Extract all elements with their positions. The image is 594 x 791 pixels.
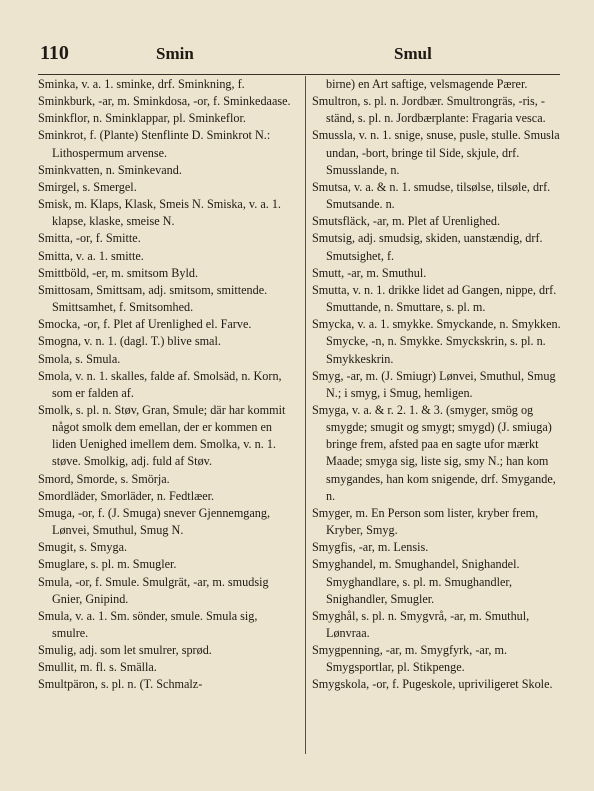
entry: Smittosam, Smittsam, adj. smitsom, smittende. Smittsamhet, f. Smitsomhed. — [38, 282, 268, 315]
entry: Smyga, v. a. & r. 2. 1. & 3. (smyger, smög og smygde; smugit og smygt; smygd) (J. smiuga) bringe frem, afsted paa en sagte ufor mærkt Maade; smyga sig, liste sig, smy N.; han kom smygandes, han kom snigende, drf. Smygande, n. — [312, 402, 556, 503]
entry: Smitta, v. a. 1. smitte. — [38, 248, 144, 263]
entry: Smirgel, s. Smergel. — [38, 179, 137, 194]
entry: Smordläder, Smorläder, n. Fedtlæer. — [38, 488, 215, 503]
page-number: 110 — [40, 42, 69, 64]
entry: Smuglare, s. pl. m. Smugler. — [38, 557, 177, 572]
entry: Smultpäron, s. pl. n. (T. Schmalz- — [38, 677, 203, 692]
entry: Smutt, -ar, m. Smuthul. — [312, 265, 427, 280]
entry: Smitta, -or, f. Smitte. — [38, 231, 141, 246]
entry: Smygpenning, -ar, m. Smygfyrk, -ar, m. Smygsportlar, pl. Stikpenge. — [312, 643, 508, 675]
entry: Smutsa, v. a. & n. 1. smudse, tilsølse, tilsøle, drf. Smutsande. n. — [312, 179, 551, 212]
entry: Smola, s. Smula. — [38, 351, 121, 366]
entry: Smolk, s. pl. n. Støv, Gran, Smule; där har kommit något smolk dem emellan, der er kommen en liden Uenighed imellem dem. Smolka, v. n. 1. støve. Smolkig, adj. fuld af Støv. — [38, 402, 286, 469]
entry: Smygfis, -ar, m. Lensis. — [312, 540, 429, 555]
right-guide-word: Smul — [394, 44, 432, 63]
entry: Smocka, -or, f. Plet af Urenlighed el. Farve. — [38, 317, 252, 332]
entry: Smord, Smorde, s. Smörja. — [38, 471, 170, 486]
entry: Smultron, s. pl. n. Jordbær. Smultrongräs, -ris, -ständ, s. pl. n. Jordbærplante: Fragaria vesca. — [312, 94, 546, 126]
entry: Smisk, m. Klaps, Klask, Smeis N. Smiska, v. a. 1. klapse, klaske, smeise N. — [38, 197, 281, 229]
entry: Smutta, v. n. 1. drikke lidet ad Gangen, nippe, drf. Smuttande, n. Smuttare, s. pl. m. — [312, 282, 557, 315]
entry: Smyghandel, m. Smughandel, Snighandel. Smyghandlare, s. pl. m. Smughandler, Snighandler, Smugler. — [312, 557, 520, 606]
entry: Sminkburk, -ar, m. Sminkdosa, -or, f. Sminkedaase. — [38, 94, 291, 109]
entry: Smugit, s. Smyga. — [38, 540, 128, 555]
entry: Sminkvatten, n. Sminkevand. — [38, 162, 182, 177]
entry: Sminka, v. a. 1. sminke, drf. Sminkning, f. — [38, 77, 245, 91]
entry: Smycka, v. a. 1. smykke. Smyckande, n. Smykken. Smycke, -n, n. Smykke. Smyckskrin, s. pl. n. Smykkeskrin. — [312, 317, 561, 366]
entry: Sminkflor, n. Sminklappar, pl. Sminkeflor. — [38, 111, 246, 126]
column-divider — [305, 76, 306, 754]
entry: Smittböld, -er, m. smitsom Byld. — [38, 265, 198, 280]
entry: Sminkrot, f. (Plante) Stenflinte D. Sminkrot N.: Lithospermum arvense. — [38, 128, 271, 160]
entry: Smutsfläck, -ar, m. Plet af Urenlighed. — [312, 214, 501, 229]
entry: Smola, v. n. 1. skalles, falde af. Smolsäd, n. Korn, som er falden af. — [38, 368, 282, 400]
left-column — [38, 76, 294, 694]
entry: Smutsig, adj. smudsig, skiden, uanstændig, drf. Smutsighet, f. — [312, 231, 543, 263]
entry: Smula, v. a. 1. Sm. sönder, smule. Smula sig, smulre. — [38, 608, 258, 640]
entry: Smogna, v. n. 1. (dagl. T.) blive smal. — [38, 334, 221, 349]
left-guide-word: Smin — [156, 44, 194, 63]
entry: Smygskola, -or, f. Pugeskole, upriviligeret Skole. — [312, 677, 553, 692]
page-header — [38, 34, 560, 75]
right-column — [312, 76, 568, 694]
entry: Smyger, m. En Person som lister, kryber frem, Kryber, Smyg. — [312, 505, 539, 538]
entry: Smulig, adj. som let smulrer, sprød. — [38, 643, 212, 658]
entry: Smussla, v. n. 1. snige, snuse, pusle, stulle. Smusla undan, -bort, bringe til Side, skjule, drf. Smusslande, n. — [312, 128, 560, 177]
entry-continuation: birne) en Art saftige, velsmagende Pærer. — [326, 77, 528, 91]
entry: Smula, -or, f. Smule. Smulgrät, -ar, m. smudsig Gnier, Gnipind. — [38, 574, 269, 606]
entry: Smyg, -ar, m. (J. Smiugr) Lønvei, Smuthul, Smug N.; i smyg, i Smug, hemligen. — [312, 368, 556, 400]
entry: Smuga, -or, f. (J. Smuga) snever Gjennemgang, Lønvei, Smuthul, Smug N. — [38, 505, 271, 538]
entry: Smullit, m. fl. s. Smälla. — [38, 660, 157, 675]
entry: Smyghål, s. pl. n. Smygvrå, -ar, m. Smuthul, Lønvraa. — [312, 608, 530, 640]
